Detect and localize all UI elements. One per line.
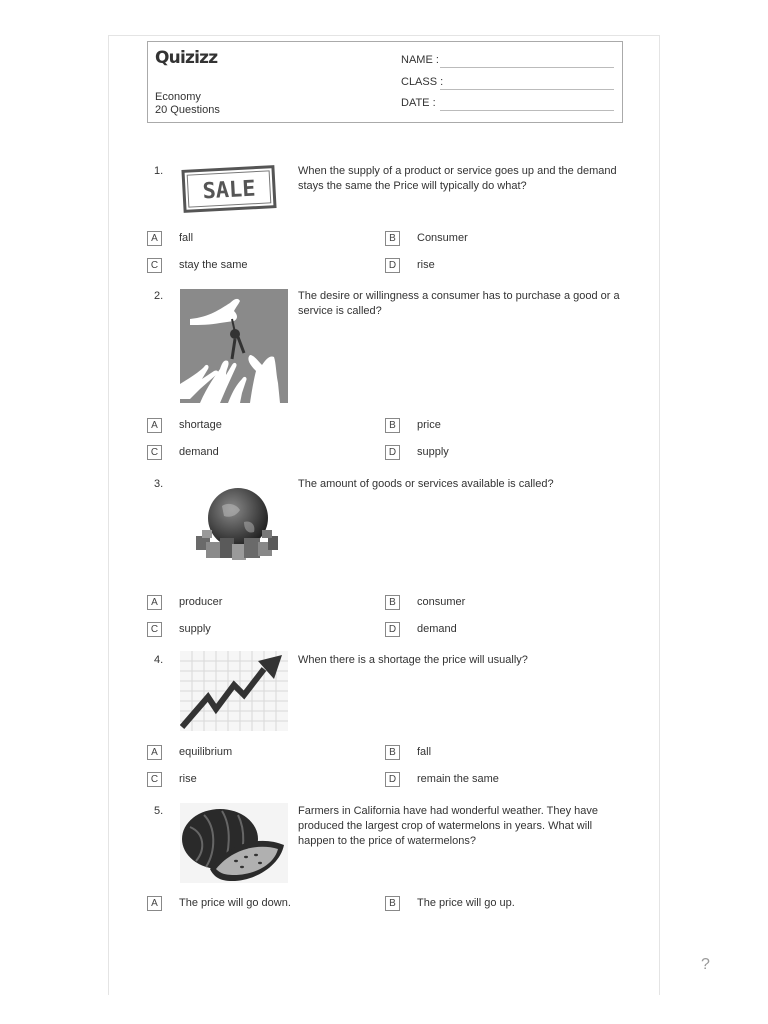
sale-stamp-icon	[180, 163, 290, 217]
globe-boxes-icon	[192, 486, 282, 566]
option-letter[interactable]: B	[385, 896, 400, 911]
option-text[interactable]: shortage	[179, 419, 222, 431]
option-text[interactable]: consumer	[417, 596, 466, 608]
option-letter[interactable]: D	[385, 445, 400, 460]
question-text: The desire or willingness a consumer has to purchase a good or a service is called?	[298, 290, 620, 317]
question-number: 2.	[154, 290, 164, 302]
option-text[interactable]: fall	[417, 746, 432, 758]
option-text[interactable]: producer	[179, 596, 223, 608]
name-field[interactable]	[440, 67, 614, 68]
question-text: When the supply of a product or service goes up and the demand stays the same the Price will typically do what?	[298, 165, 617, 192]
option-text[interactable]: Consumer	[417, 232, 468, 244]
option-letter[interactable]: A	[147, 595, 162, 610]
class-field[interactable]	[440, 89, 614, 90]
option-text[interactable]: stay the same	[179, 259, 248, 271]
quizizz-logo: Quizizz	[155, 48, 218, 68]
option-text[interactable]: rise	[417, 259, 435, 271]
question-number: 4.	[154, 654, 164, 666]
option-text[interactable]: demand	[417, 623, 457, 635]
question-number: 3.	[154, 478, 164, 490]
option-text[interactable]: fall	[179, 232, 194, 244]
option-text[interactable]: supply	[417, 446, 449, 458]
rising-arrow-chart-icon	[180, 651, 288, 731]
question-text: Farmers in California have had wonderful weather. They have produced the largest crop of watermelons in years. What will happen to the price of watermelons?	[298, 805, 599, 847]
option-letter[interactable]: B	[385, 745, 400, 760]
option-letter[interactable]: C	[147, 622, 162, 637]
option-letter[interactable]: D	[385, 258, 400, 273]
option-text[interactable]: equilibrium	[179, 746, 233, 758]
option-letter[interactable]: B	[385, 418, 400, 433]
option-text[interactable]: remain the same	[417, 773, 499, 785]
sale-stamp-text: SALE	[201, 176, 257, 205]
option-text[interactable]: price	[417, 419, 441, 431]
option-letter[interactable]: C	[147, 258, 162, 273]
worksheet-header	[147, 41, 623, 123]
option-letter[interactable]: D	[385, 622, 400, 637]
option-text[interactable]: demand	[179, 446, 219, 458]
option-letter[interactable]: A	[147, 896, 162, 911]
question-count: 20 Questions	[155, 104, 220, 116]
question-number: 1.	[154, 165, 164, 177]
question-text: When there is a shortage the price will usually?	[298, 654, 528, 666]
hands-reaching-keys-icon	[180, 289, 288, 403]
option-text[interactable]: The price will go down.	[179, 897, 291, 909]
option-letter[interactable]: D	[385, 772, 400, 787]
option-letter[interactable]: A	[147, 745, 162, 760]
watermelon-icon	[180, 803, 288, 883]
option-letter[interactable]: C	[147, 772, 162, 787]
question-text: The amount of goods or services available is called?	[298, 478, 554, 490]
option-letter[interactable]: A	[147, 418, 162, 433]
name-label: NAME :	[401, 54, 439, 66]
option-letter[interactable]: B	[385, 595, 400, 610]
option-text[interactable]: The price will go up.	[417, 897, 515, 909]
option-letter[interactable]: A	[147, 231, 162, 246]
option-text[interactable]: supply	[179, 623, 211, 635]
quiz-subject: Economy	[155, 91, 201, 103]
option-text[interactable]: rise	[179, 773, 197, 785]
date-field[interactable]	[440, 110, 614, 111]
question-number: 5.	[154, 805, 164, 817]
class-label: CLASS :	[401, 76, 444, 88]
option-letter[interactable]: B	[385, 231, 400, 246]
option-letter[interactable]: C	[147, 445, 162, 460]
date-label: DATE :	[401, 97, 436, 109]
help-icon[interactable]: ?	[701, 956, 710, 973]
